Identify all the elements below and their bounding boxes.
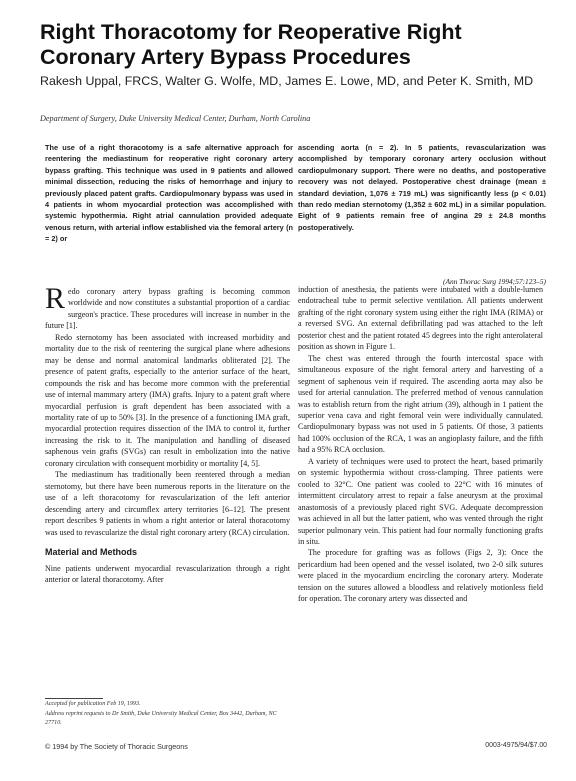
drop-cap: R	[45, 282, 66, 315]
article-title: Right Thoracotomy for Reoperative Right Coronary Artery Bypass Procedures	[40, 20, 462, 69]
issn-code: 0003-4975/94/$7.00	[485, 742, 547, 749]
journal-citation: (Ann Thorac Surg 1994;57:123–5)	[443, 277, 546, 286]
author-affiliation: Department of Surgery, Duke University Medical Center, Durham, North Carolina	[40, 114, 311, 123]
abstract-right-column: ascending aorta (n = 2). In 5 patients, revascularization was accomplished by temporary coronary artery occlusion without cardiopulmonary support. There were no deaths, and postoperative recovery was not delayed. Postoperative chest drainage (mean ± standard deviation, 1,076 ± 719 mL) was significantly less (p < 0.01) than redo median sternotomy (1,352 ± 602 mL) in a similar population. Eight of 9 patients remain free of angina 29 ± 24.8 months postoperatively.	[298, 143, 546, 232]
author-list: Rakesh Uppal, FRCS, Walter G. Wolfe, MD, James E. Lowe, MD, and Peter K. Smith, MD	[40, 74, 534, 88]
body-left-column	[45, 282, 290, 586]
intro-text: edo coronary artery bypass grafting is becoming common worldwide and now constitutes a substantial proportion of a cardiac surgeon's practice. These procedures will increase in number in the future [1].	[45, 287, 290, 331]
footnote-divider	[45, 698, 103, 699]
accepted-date: Accepted for publication Feb 19, 1993.	[45, 701, 141, 707]
intro-paragraph	[45, 282, 290, 332]
body-paragraph: induction of anesthesia, the patients were intubated with a double-lumen endotracheal tube to permit selective ventilation. All patients underwent grafting of the right coronary system using either the right IMA (RIMA) or a reversed SVG. An external defibrillating pad was attached to the left posterior chest and the patient rotated 45 degrees into the right anterolateral position as shown in Figure 1.	[298, 285, 543, 352]
section-heading: Material and Methods	[45, 546, 138, 557]
body-paragraph: The chest was entered through the fourth intercostal space with simultaneous exposure of the right femoral artery and harvesting of a segment of saphenous vein if required. The ascending aorta may also be used for arterial cannulation. The preferred method of venous cannulation was to establish return from the right atrium (39), although in 1 patient the superior vena cava and right femoral vein were individually cannulated. Cardiopulmonary bypass was not used in 5 patients. Of those, 3 patients had 100% occlusion of the RCA, 1 was an angioplasty failure, and the fifth had a 95% RCA occlusion.	[298, 353, 543, 455]
body-paragraph: The procedure for grafting was as follows (Figs 2, 3): Once the pericardium had been opened and the vessel isolated, two 2-0 silk sutures were placed in the myocardium encircling the coronary artery. Moderate tension on the sutures allowed a bloodless and relatively motionless field for operation. The coronary artery was dissected and	[298, 548, 543, 604]
copyright-notice: © 1994 by The Society of Thoracic Surgeons	[45, 742, 188, 751]
abstract-left-column: The use of a right thoracotomy is a safe alternative approach for reentering the mediastinum for reoperative right coronary artery bypass grafting. This technique was used in 9 patients and allowed minimal dissection, reducing the risks of hemorrhage and injury to previously placed patent grafts. Cardiopulmonary bypass was used in 4 patients in whom myocardial protection was accomplished with systemic hypothermia. Right atrial cannulation provided adequate venous return, with arterial inflow established via the femoral artery (n = 2) or	[45, 143, 293, 244]
body-paragraph: The mediastinum has traditionally been reentered through a median sternotomy, but there have been numerous reports in the literature on the use of a left thoracotomy for revascularization of the left anterior descending artery and circumflex artery territories [6–12]. The present report describes 9 patients in whom a right anterior or lateral thoracotomy was used to revascularize the distal right coronary artery (RCA) circulation.	[45, 470, 290, 537]
body-paragraph: A variety of techniques were used to protect the heart, based primarily on systemic hypothermia without cross-clamping. Three patients were cooled to 32°C. One patient was cooled to 22°C with 16 minutes of intermittent circulatory arrest to repair a false aneurysm at the proximal anastomosis of a previously placed right SVG. Adequate decompression was achieved in all but the latter patient, who was vented through the right superior pulmonary vein. This patient had four normally functioning grafts in situ.	[298, 456, 543, 546]
reprint-address: Address reprint requests to Dr Smith, Duke University Medical Center, Box 3442, Durham, NC 27710.	[45, 711, 277, 726]
body-paragraph: Nine patients underwent myocardial revascularization through a right anterior or lateral thoracotomy. After	[45, 563, 290, 585]
body-paragraph: Redo sternotomy has been associated with increased morbidity and mortality due to the risk of reentering the surgical plane where adhesions may be dense and normal anatomical landmarks obliterated [2]. The presence of patent grafts, especially to the anterior surface of the heart, compounds the risk and has become more common with the preferential use of internal mammary artery (IMA) grafts. Injury to a patent graft where myocardial perfusion is graft dependent has been associated with a mortality rate of up to 50% [3]. In the presence of a functioning IMA graft, myocardial protection requires dissection of the IMA to control it, further increasing the risk to it. The manipulation and handling of diseased saphenous vein grafts (SVGs) can result in embolization into the native coronary circulation with consequent morbidity or mortality [4, 5].	[45, 332, 290, 468]
body-right-column	[298, 284, 543, 605]
footnote	[45, 700, 290, 727]
